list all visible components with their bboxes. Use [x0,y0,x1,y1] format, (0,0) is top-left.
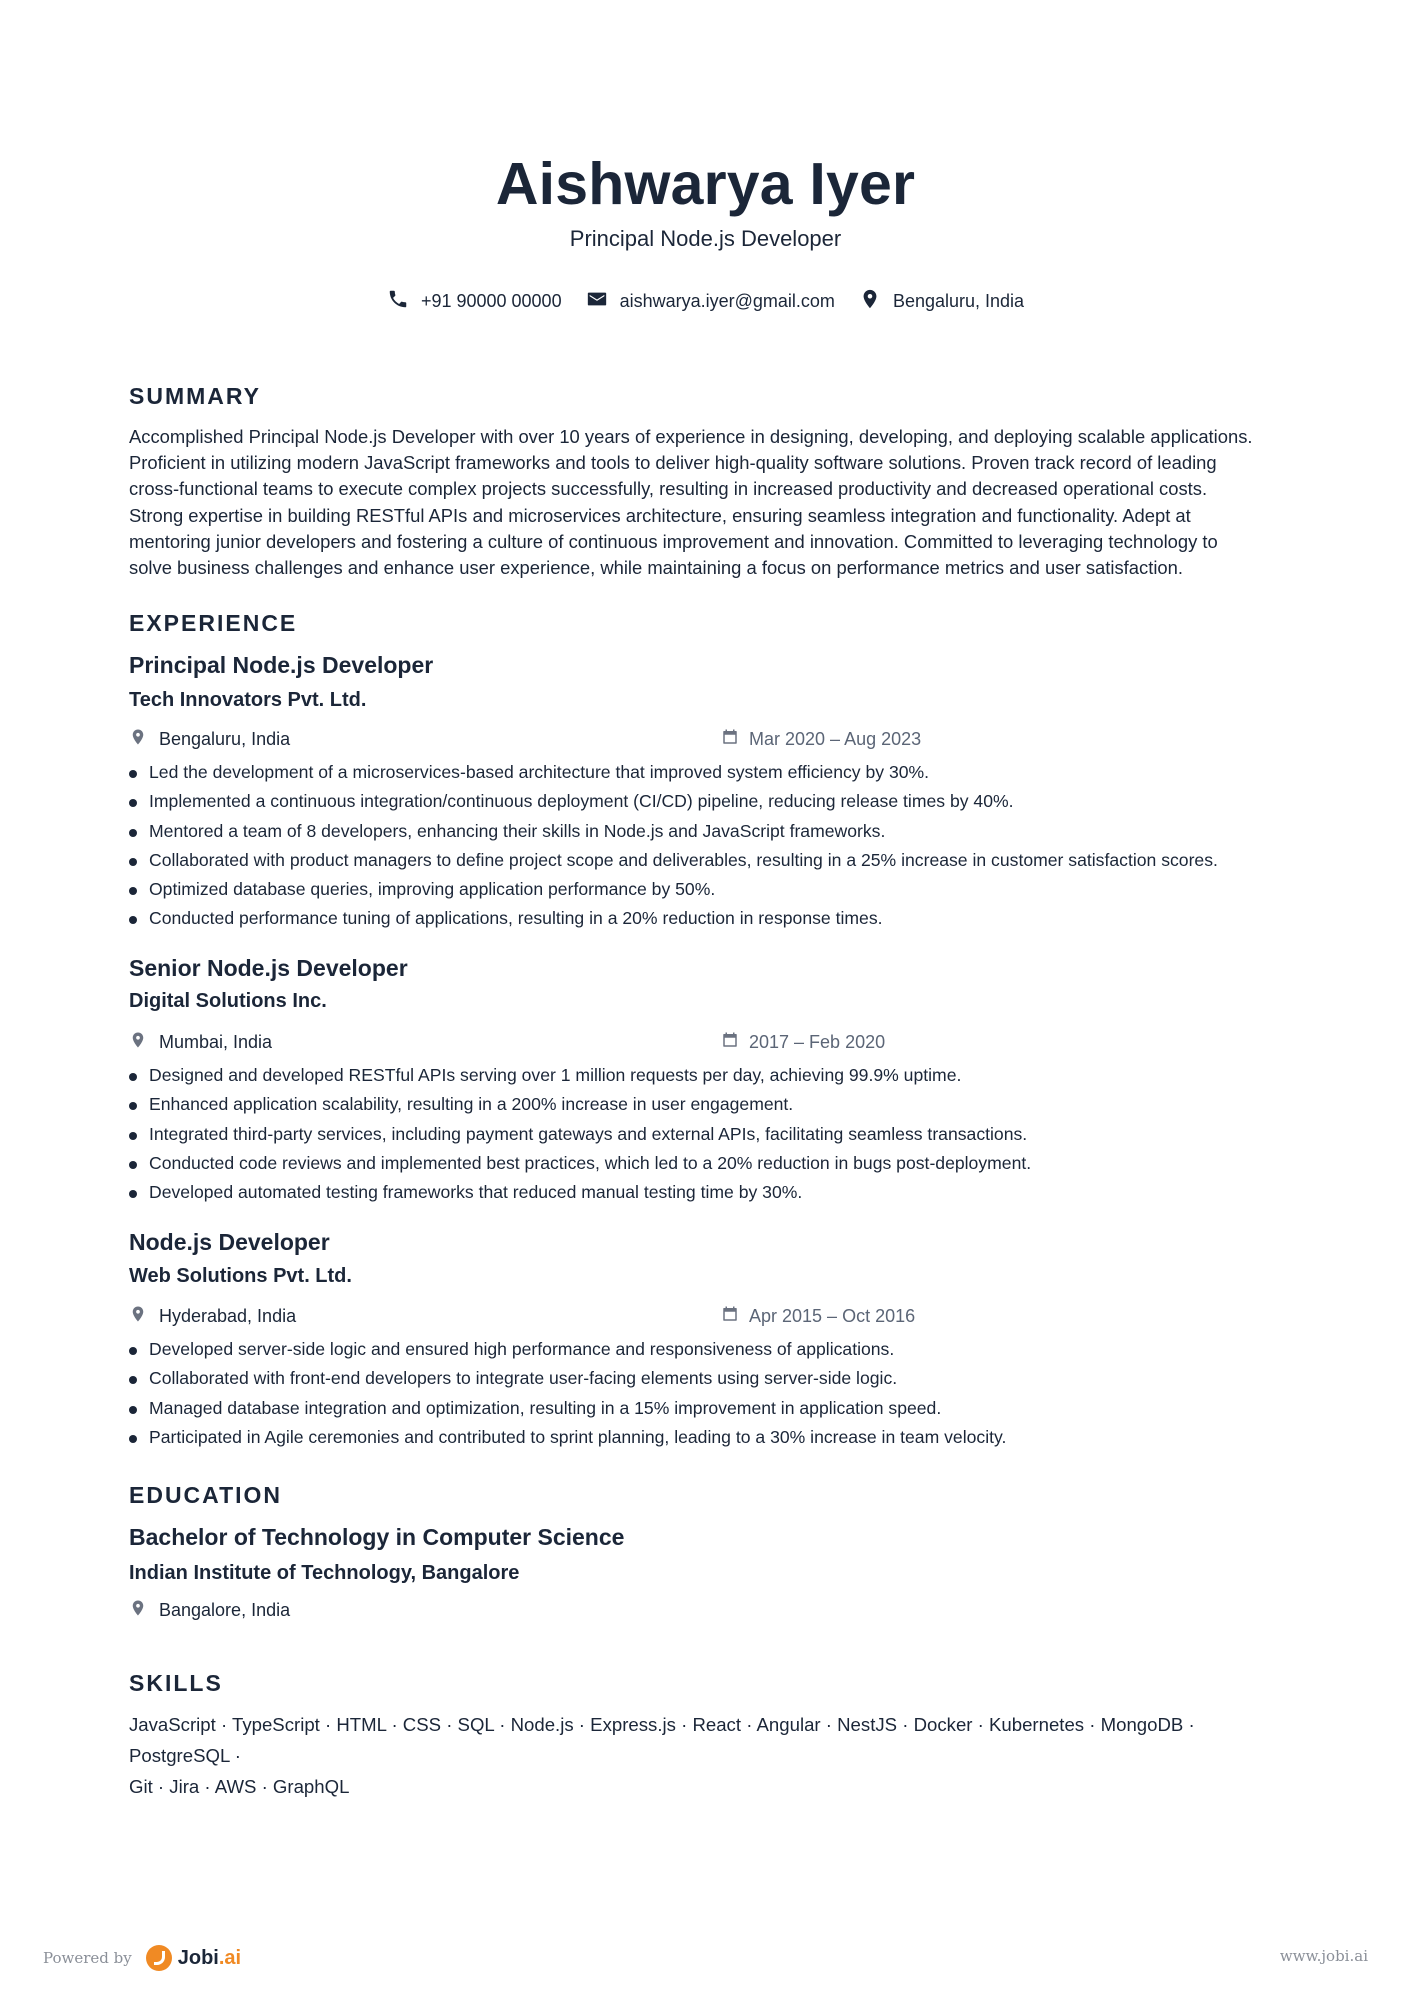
skills-list [129,1709,1284,1802]
location-pin-icon [129,1305,147,1328]
location-pin-icon [129,1599,147,1622]
education-location [129,1599,290,1622]
job-location-text: Hyderabad, India [159,1306,297,1326]
email-text: aishwarya.iyer@gmail.com [619,291,835,311]
logo-main: Jobi [177,1946,219,1969]
summary-paragraph [129,424,1284,581]
summary-line: Accomplished Principal Node.js Developer with over 10 years of experience in designing, developing, and deploying scalable applications. [129,426,1253,447]
job-company: Web Solutions Pvt. Ltd. [129,1265,352,1287]
job-title: Senior Node.js Developer [129,955,408,981]
list-item: Conducted code reviews and implemented best practices, which led to a 20% reduction in bugs post-deployment. [129,1149,1284,1178]
job-dates [721,1031,885,1054]
list-item: Implemented a continuous integration/continuous deployment (CI/CD) pipeline, reducing release times by 40%. [129,787,1284,816]
powered-by-text: Powered by [43,1949,132,1967]
summary-line: mentoring junior developers and fostering a culture of continuous improvement and innovation. Committed to leveraging technology to [129,530,1218,552]
jobi-logo[interactable] [146,1945,241,1971]
list-item: Mentored a team of 8 developers, enhancing their skills in Node.js and JavaScript frameworks. [129,817,1284,846]
calendar-icon [721,728,739,751]
list-item: Collaborated with front-end developers to integrate user-facing elements using server-side logic. [129,1364,1284,1393]
list-item: Developed server-side logic and ensured high performance and responsiveness of applications. [129,1335,1284,1364]
job-dates [721,728,921,751]
job-location [129,1031,272,1054]
list-item: Enhanced application scalability, resulting in a 200% increase in user engagement. [129,1090,1284,1119]
location-pin-icon [859,288,881,315]
location-pin-icon [129,1031,147,1054]
list-item: Optimized database queries, improving application performance by 50%. [129,875,1284,904]
phone-icon [387,288,409,315]
jobi-logo-text [178,1947,241,1970]
footer-url[interactable]: www.jobi.ai [1279,1947,1368,1965]
section-title-summary: SUMMARY [129,383,261,409]
job-title: Principal Node.js Developer [129,652,434,678]
email-icon [586,288,608,315]
skills-line: Git · Jira · AWS · GraphQL [129,1776,350,1797]
contact-email[interactable] [586,288,835,315]
location-text: Bengaluru, India [892,291,1025,311]
list-item: Led the development of a microservices-based architecture that improved system efficiency by 30%. [129,758,1284,787]
list-item: Designed and developed RESTful APIs serving over 1 million requests per day, achieving 99.9% uptime. [129,1061,1284,1090]
section-title-experience: EXPERIENCE [129,610,298,636]
job-bullets [129,1335,1284,1452]
job-company: Tech Innovators Pvt. Ltd. [129,689,367,711]
section-title-skills: SKILLS [129,1670,223,1696]
job-location-text: Bengaluru, India [159,729,291,749]
section-title-education: EDUCATION [129,1482,283,1508]
logo-suffix: .ai [218,1946,242,1969]
job-location-text: Mumbai, India [159,1032,273,1052]
calendar-icon [721,1031,739,1054]
job-location [129,1305,296,1328]
job-bullets [129,758,1284,934]
job-title: Node.js Developer [129,1229,330,1255]
jobi-logo-icon [146,1945,172,1971]
phone-text: +91 90000 00000 [420,291,562,311]
job-location [129,728,290,751]
job-dates-text: Apr 2015 – Oct 2016 [749,1306,916,1326]
list-item: Conducted performance tuning of applications, resulting in a 20% reduction in response times. [129,904,1284,933]
candidate-role: Principal Node.js Developer [569,226,842,251]
list-item: Managed database integration and optimization, resulting in a 15% improvement in application speed. [129,1394,1284,1423]
summary-line: cross-functional teams to execute complex projects successfully, resulting in increased productivity and decreased operational costs. [129,478,1208,500]
education-school: Indian Institute of Technology, Bangalore [129,1562,520,1584]
candidate-name: Aishwarya Iyer [495,151,916,217]
job-dates-text: Mar 2020 – Aug 2023 [749,729,922,749]
summary-line: Proficient in utilizing modern JavaScript frameworks and tools to deliver high-quality software solutions. Proven track record of leading [129,452,1217,474]
calendar-icon [721,1305,739,1328]
footer-powered-by [43,1945,241,1971]
education-location-text: Bangalore, India [159,1600,291,1620]
contact-row [0,288,1411,315]
summary-line: Strong expertise in building RESTful APIs and microservices architecture, ensuring seamless integration and functionality. Adept at [129,504,1191,526]
contact-location [859,288,1024,315]
summary-line: solve business challenges and enhance user experience, while maintaining a focus on performance metrics and user satisfaction. [129,557,1183,579]
skills-line: JavaScript · TypeScript · HTML · CSS · SQL · Node.js · Express.js · React · Angular · NestJS · Docker · Kubernetes · MongoDB · PostgreSQL · [129,1714,1195,1766]
location-pin-icon [129,728,147,751]
list-item: Integrated third-party services, including payment gateways and external APIs, facilitating seamless transactions. [129,1120,1284,1149]
job-dates-text: 2017 – Feb 2020 [749,1032,886,1052]
job-company: Digital Solutions Inc. [129,990,327,1012]
education-degree: Bachelor of Technology in Computer Science [129,1524,625,1550]
job-bullets [129,1061,1284,1207]
list-item: Collaborated with product managers to define project scope and deliverables, resulting in a 25% increase in customer satisfaction scores. [129,846,1284,875]
list-item: Developed automated testing frameworks that reduced manual testing time by 30%. [129,1178,1284,1207]
contact-phone[interactable] [387,288,562,315]
list-item: Participated in Agile ceremonies and contributed to sprint planning, leading to a 30% increase in team velocity. [129,1423,1284,1452]
job-dates [721,1305,915,1328]
